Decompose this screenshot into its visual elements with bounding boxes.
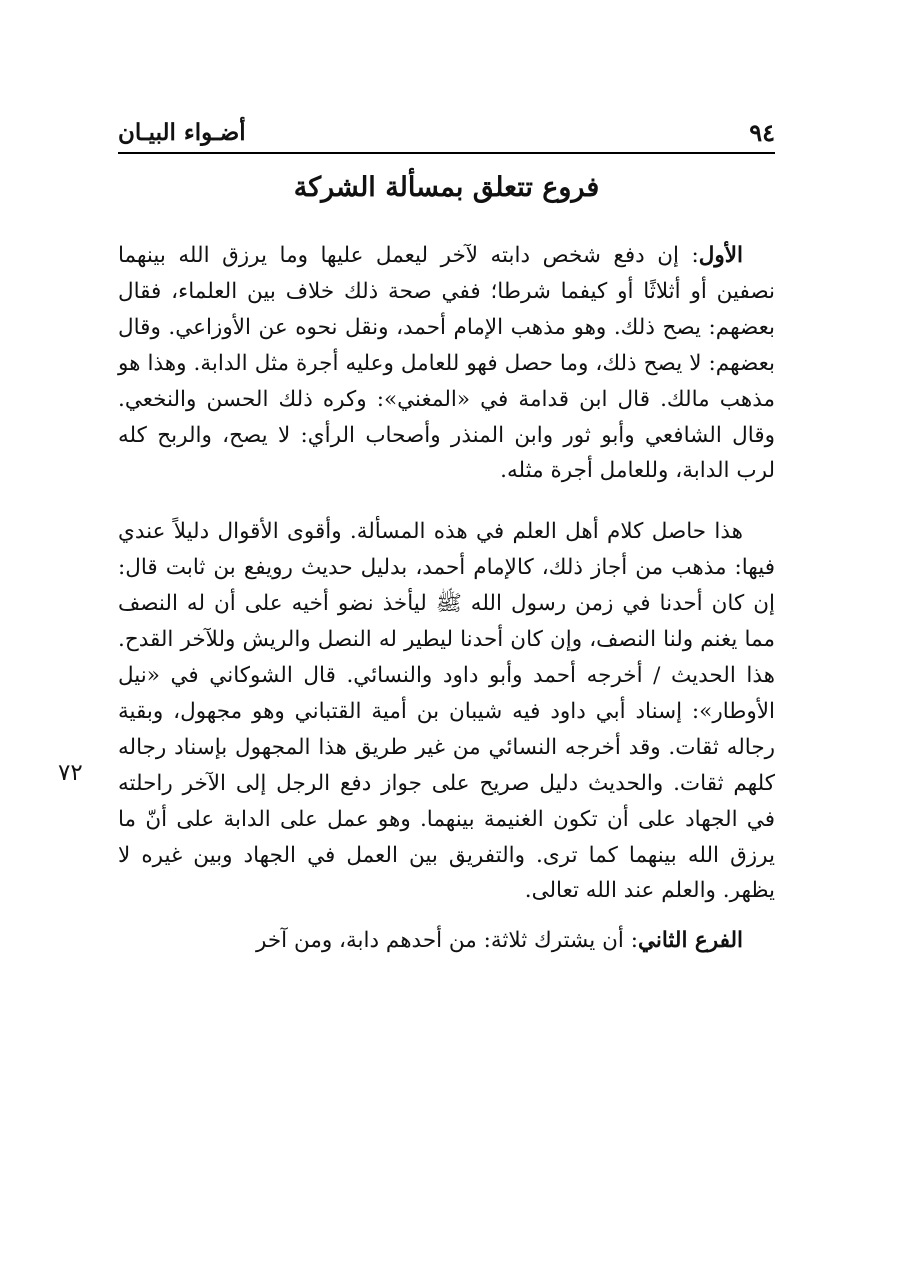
branch-lead-second: الفرع الثاني [637, 928, 743, 954]
body-text [118, 238, 775, 959]
running-title: أضـواء البيـان [118, 118, 246, 146]
paragraph-second-branch [118, 923, 775, 959]
paragraph-discussion: هذا حاصل كلام أهل العلم في هذه المسألة. وأقوى الأقوال دليلاً عندي فيها: مذهب من أجاز ذلك، كالإمام أحمد، بدليل حديث رويفع بن ثابت قال: إن كان أحدنا في زمن رسول الله ﷺ ليأخذ نضو أخيه على أن له النصف مما يغنم ولنا النصف، وإن كان أحدنا ليطير له النصل والريش وللآخر القدح. هذا الحديث / أخرجه أحمد وأبو داود والنسائي. قال الشوكاني في «نيل الأوطار»: إسناد أبي داود فيه شيبان بن أمية القتباني وهو مجهول، وبقية رجاله ثقات. وقد أخرجه النسائي من غير طريق هذا المجهول بإسناد رجاله كلهم ثقات. والحديث دليل صريح على جواز دفع الرجل إلى الآخر راحلته في الجهاد على أن تكون الغنيمة بينهما. وهو عمل على الدابة على أنّ ما يرزق الله بينهما كما ترى. والتفريق بين العمل في الجهاد وبين غيره لا يظهر. والعلم عند الله تعالى. [118, 519, 775, 904]
section-title: فروع تتعلق بمسألة الشركة [293, 172, 600, 203]
page-number: ٩٤ [749, 117, 775, 147]
paragraph-second-text: : أن يشترك ثلاثة: من أحدهم دابة، ومن آخر [256, 928, 638, 954]
header-rule [118, 152, 775, 154]
margin-page-reference: ٧٢ [58, 760, 83, 786]
paragraph-first-branch [118, 238, 775, 489]
paragraph-first-text: : إن دفع شخص دابته لآخر ليعمل عليها وما يرزق الله بينهما نصفين أو أثلاثًا أو كيفما شرطا؛ ففي صحة ذلك خلاف بين العلماء، فقال بعضهم: يصح ذلك. وهو مذهب الإمام أحمد، ونقل نحوه عن الأوزاعي. وقال بعضهم: لا يصح ذلك، وما حصل فهو للعامل وعليه أجرة مثل الدابة. وهذا هو مذهب مالك. قال ابن قدامة في «المغني»: وكره ذلك الحسن والنخعي. وقال الشافعي وأبو ثور وابن المنذر وأصحاب الرأي: لا يصح، والربح كله لرب الدابة، وللعامل أجرة مثله. [118, 243, 775, 484]
page-header [118, 112, 775, 152]
branch-lead-first: الأول [698, 243, 743, 268]
